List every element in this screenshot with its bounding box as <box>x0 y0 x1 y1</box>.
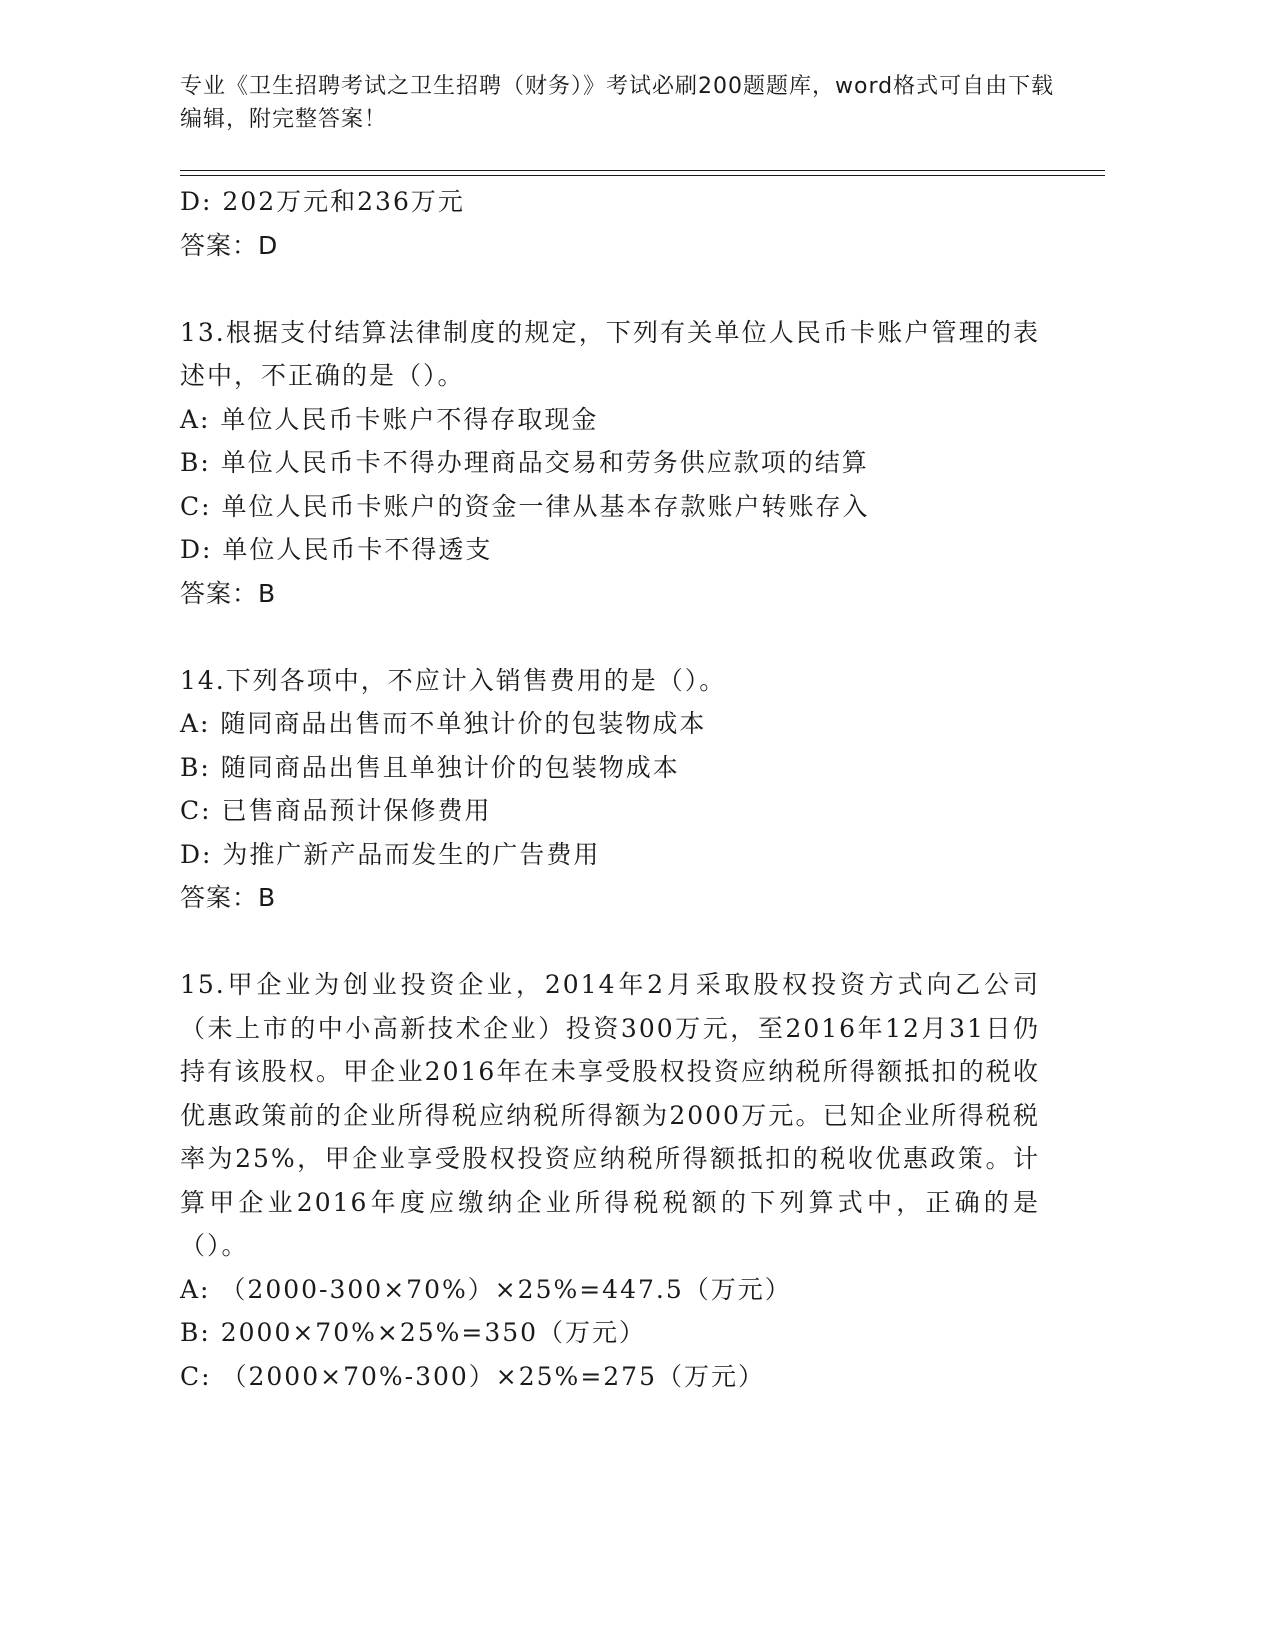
document-body <box>180 180 1105 1398</box>
question-answer: 答案：B <box>180 883 277 912</box>
question-stem: 13.根据支付结算法律制度的规定，下列有关单位人民币卡账户管理的表述中，不正确的是（）。 <box>180 317 1040 390</box>
document-header: 专业《卫生招聘考试之卫生招聘（财务）》考试必刷200题题库，word格式可自由下载编辑，附完整答案！ <box>180 74 1055 132</box>
question-stem: 15.甲企业为创业投资企业，2014年2月采取股权投资方式向乙公司（未上市的中小高新技术企业）投资300万元，至2016年12月31日仍持有该股权。甲企业2016年在未享受股权投资应纳税所得额抵扣的税收优惠政策前的企业所得税应纳税所得额为2000万元。已知企业所得税税率为25%，甲企业享受股权投资应纳税所得额抵扣的税收优惠政策。计算甲企业2016年度应缴纳企业所得税税额的下列算式中，正确的是（）。 <box>180 970 1040 1260</box>
question-13 <box>180 311 1105 616</box>
option-c: C: 已售商品预计保修费用 <box>180 796 492 825</box>
option-b: B: 2000×70%×25%=350（万元） <box>180 1318 647 1347</box>
question-answer: 答案：B <box>180 578 277 608</box>
question-15 <box>180 963 1105 1398</box>
option-c: C: （2000×70%-300）×25%=275（万元） <box>180 1361 765 1391</box>
header-rule-top <box>180 170 1105 171</box>
option-d: D: 为推广新产品而发生的广告费用 <box>180 839 601 869</box>
option-b: B: 随同商品出售且单独计价的包装物成本 <box>180 752 680 782</box>
header-rule-bottom <box>180 175 1105 176</box>
option-a: A: （2000-300×70%）×25%=447.5（万元） <box>180 1274 792 1304</box>
question-14 <box>180 659 1105 920</box>
option-a: A: 随同商品出售而不单独计价的包装物成本 <box>180 709 707 738</box>
prev-option-d: D: 202万元和236万元 <box>180 187 465 216</box>
option-d: D: 单位人民币卡不得透支 <box>180 535 493 564</box>
option-b: B: 单位人民币卡不得办理商品交易和劳务供应款项的结算 <box>180 448 869 477</box>
question-stem: 14.下列各项中，不应计入销售费用的是（）。 <box>180 665 727 695</box>
prev-answer: 答案：D <box>180 230 279 260</box>
option-c: C: 单位人民币卡账户的资金一律从基本存款账户转账存入 <box>180 491 870 521</box>
option-a: A: 单位人民币卡账户不得存取现金 <box>180 404 599 434</box>
